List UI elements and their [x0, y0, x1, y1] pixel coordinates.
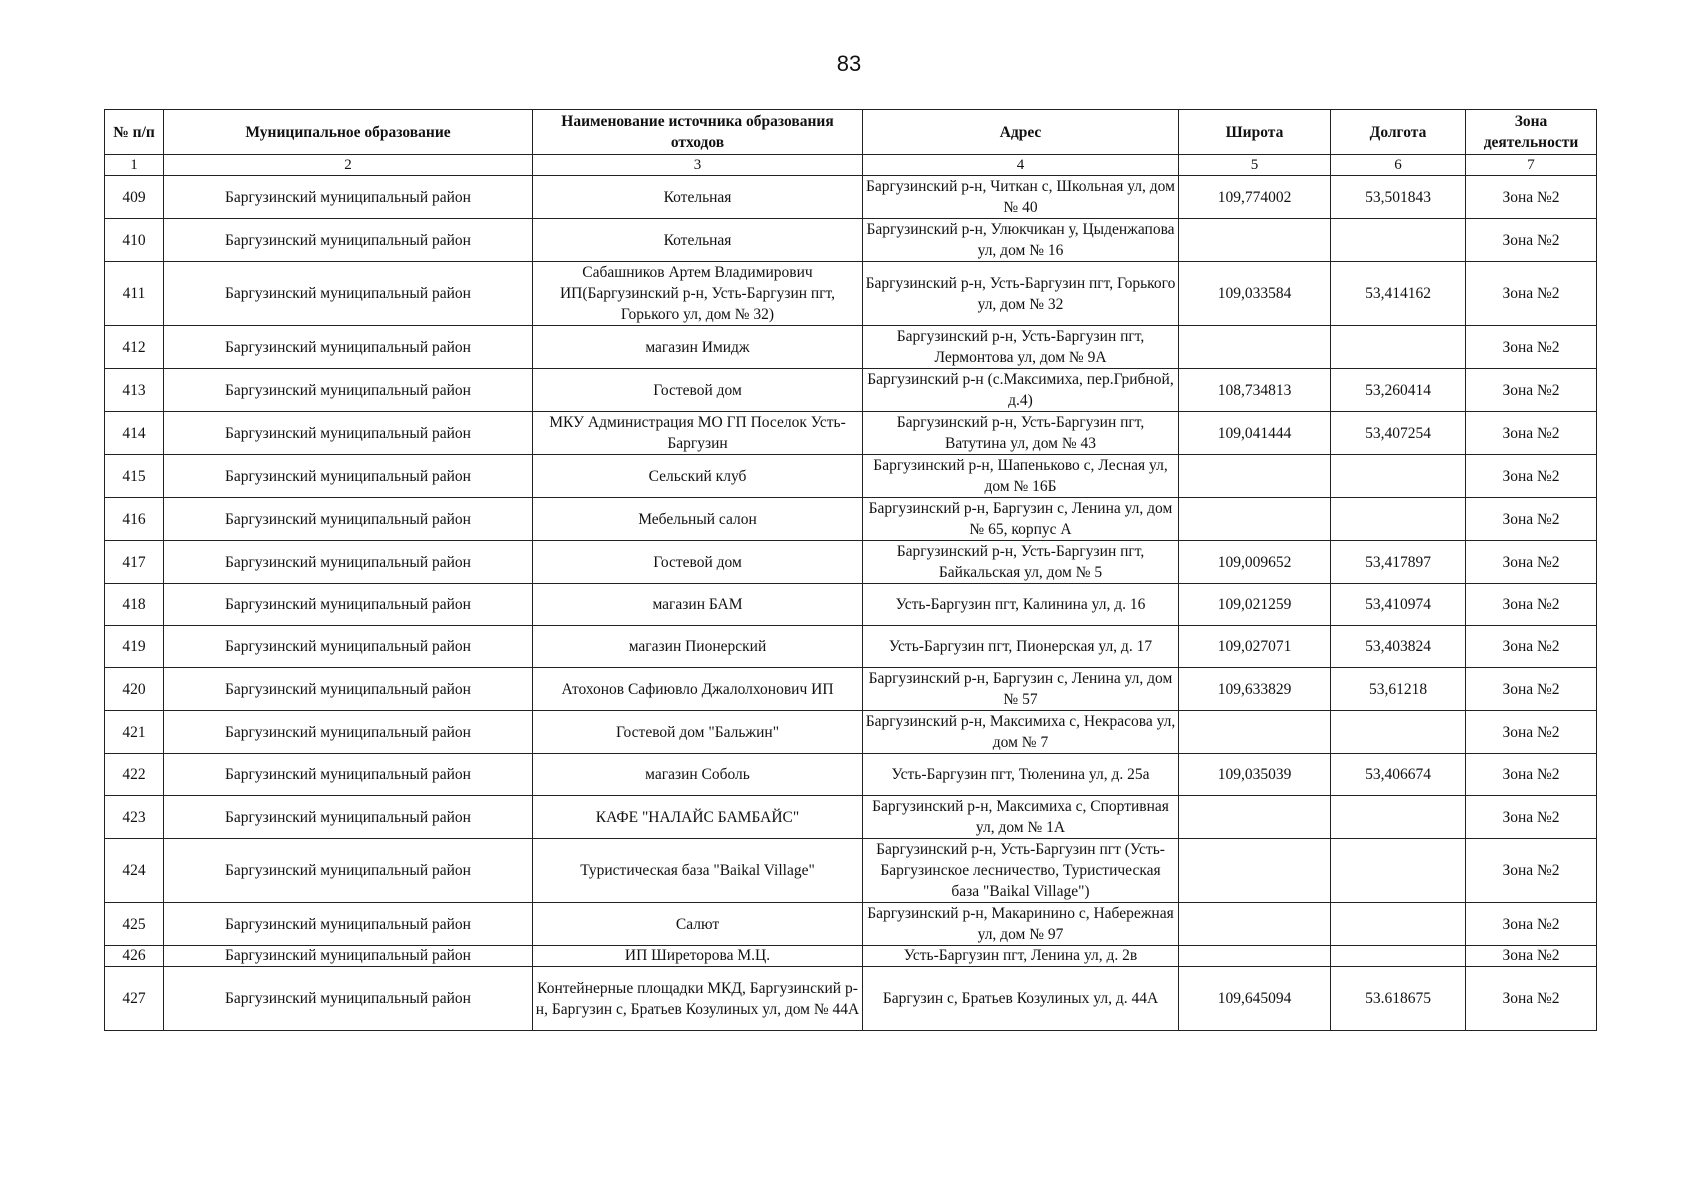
header-latitude: Широта — [1179, 110, 1331, 155]
cell-waste-source: Гостевой дом — [533, 369, 863, 412]
cell-longitude — [1331, 455, 1466, 498]
cell-municipality: Баргузинский муниципальный район — [164, 412, 533, 455]
cell-activity-zone: Зона №2 — [1466, 176, 1597, 219]
cell-waste-source: Котельная — [533, 219, 863, 262]
cell-municipality: Баргузинский муниципальный район — [164, 668, 533, 711]
cell-row-number: 427 — [105, 967, 164, 1031]
table-header-row — [105, 110, 1597, 155]
table-row — [105, 326, 1597, 369]
cell-latitude — [1179, 903, 1331, 946]
cell-row-number: 409 — [105, 176, 164, 219]
table-row — [105, 796, 1597, 839]
cell-waste-source: магазин Пионерский — [533, 626, 863, 668]
cell-latitude: 109,633829 — [1179, 668, 1331, 711]
cell-address: Баргузинский р-н, Усть-Баргузин пгт (Усть-Баргузинское лесничество, Туристическая база "Baikal Village") — [863, 839, 1179, 903]
table-row — [105, 455, 1597, 498]
cell-address: Баргузинский р-н, Усть-Баргузин пгт, Лермонтова ул, дом № 9А — [863, 326, 1179, 369]
table-row — [105, 839, 1597, 903]
cell-activity-zone: Зона №2 — [1466, 967, 1597, 1031]
cell-row-number: 412 — [105, 326, 164, 369]
cell-longitude — [1331, 946, 1466, 967]
cell-longitude: 53,501843 — [1331, 176, 1466, 219]
cell-waste-source: Контейнерные площадки МКД, Баргузинский р-н, Баргузин с, Братьев Козулиных ул, дом № 44А — [533, 967, 863, 1031]
cell-municipality: Баргузинский муниципальный район — [164, 584, 533, 626]
header-address: Адрес — [863, 110, 1179, 155]
cell-waste-source: Сельский клуб — [533, 455, 863, 498]
cell-latitude — [1179, 839, 1331, 903]
cell-waste-source: МКУ Администрация МО ГП Поселок Усть-Баргузин — [533, 412, 863, 455]
cell-longitude: 53,406674 — [1331, 754, 1466, 796]
cell-activity-zone: Зона №2 — [1466, 946, 1597, 967]
header-municipality: Муниципальное образование — [164, 110, 533, 155]
table-row — [105, 754, 1597, 796]
cell-latitude: 108,734813 — [1179, 369, 1331, 412]
cell-longitude — [1331, 498, 1466, 541]
cell-latitude — [1179, 219, 1331, 262]
cell-row-number: 426 — [105, 946, 164, 967]
cell-latitude — [1179, 455, 1331, 498]
page-number: 83 — [836, 51, 862, 76]
cell-row-number: 411 — [105, 262, 164, 326]
cell-address: Баргузинский р-н, Баргузин с, Ленина ул, дом № 57 — [863, 668, 1179, 711]
column-number: 3 — [533, 155, 863, 176]
cell-waste-source: Сабашников Артем Владимирович ИП(Баргузинский р-н, Усть-Баргузин пгт, Горького ул, дом № 32) — [533, 262, 863, 326]
cell-activity-zone: Зона №2 — [1466, 541, 1597, 584]
cell-longitude — [1331, 839, 1466, 903]
table-row — [105, 668, 1597, 711]
table-row — [105, 626, 1597, 668]
cell-address: Баргузинский р-н, Усть-Баргузин пгт, Горького ул, дом № 32 — [863, 262, 1179, 326]
table-row — [105, 711, 1597, 754]
column-number: 5 — [1179, 155, 1331, 176]
table-row — [105, 219, 1597, 262]
header-longitude: Долгота — [1331, 110, 1466, 155]
cell-activity-zone: Зона №2 — [1466, 498, 1597, 541]
cell-address: Баргузинский р-н, Максимиха с, Спортивная ул, дом № 1А — [863, 796, 1179, 839]
cell-longitude: 53,260414 — [1331, 369, 1466, 412]
cell-municipality: Баргузинский муниципальный район — [164, 796, 533, 839]
cell-latitude: 109,645094 — [1179, 967, 1331, 1031]
cell-municipality: Баргузинский муниципальный район — [164, 946, 533, 967]
cell-waste-source: КАФЕ "НАЛАЙС БАМБАЙС" — [533, 796, 863, 839]
cell-row-number: 410 — [105, 219, 164, 262]
table-row — [105, 946, 1597, 967]
cell-address: Усть-Баргузин пгт, Калинина ул, д. 16 — [863, 584, 1179, 626]
cell-row-number: 421 — [105, 711, 164, 754]
cell-waste-source: магазин Соболь — [533, 754, 863, 796]
cell-activity-zone: Зона №2 — [1466, 903, 1597, 946]
cell-municipality: Баргузинский муниципальный район — [164, 326, 533, 369]
cell-longitude: 53,61218 — [1331, 668, 1466, 711]
cell-longitude: 53,414162 — [1331, 262, 1466, 326]
cell-activity-zone: Зона №2 — [1466, 369, 1597, 412]
header-row-number: № п/п — [105, 110, 164, 155]
cell-row-number: 414 — [105, 412, 164, 455]
cell-waste-source: магазин БАМ — [533, 584, 863, 626]
table-row — [105, 903, 1597, 946]
cell-row-number: 415 — [105, 455, 164, 498]
cell-longitude — [1331, 903, 1466, 946]
cell-row-number: 425 — [105, 903, 164, 946]
cell-activity-zone: Зона №2 — [1466, 262, 1597, 326]
cell-municipality: Баргузинский муниципальный район — [164, 541, 533, 584]
cell-municipality: Баргузинский муниципальный район — [164, 711, 533, 754]
cell-address: Баргузинский р-н, Шапеньково с, Лесная ул, дом № 16Б — [863, 455, 1179, 498]
cell-activity-zone: Зона №2 — [1466, 668, 1597, 711]
cell-longitude: 53,403824 — [1331, 626, 1466, 668]
cell-waste-source: Туристическая база "Baikal Village" — [533, 839, 863, 903]
cell-latitude — [1179, 711, 1331, 754]
cell-latitude: 109,041444 — [1179, 412, 1331, 455]
cell-latitude: 109,009652 — [1179, 541, 1331, 584]
cell-municipality: Баргузинский муниципальный район — [164, 903, 533, 946]
cell-address: Усть-Баргузин пгт, Тюленина ул, д. 25а — [863, 754, 1179, 796]
table-row — [105, 967, 1597, 1031]
cell-activity-zone: Зона №2 — [1466, 455, 1597, 498]
cell-row-number: 420 — [105, 668, 164, 711]
cell-longitude — [1331, 326, 1466, 369]
cell-row-number: 424 — [105, 839, 164, 903]
table-row — [105, 584, 1597, 626]
cell-activity-zone: Зона №2 — [1466, 711, 1597, 754]
cell-activity-zone: Зона №2 — [1466, 584, 1597, 626]
cell-waste-source: магазин Имидж — [533, 326, 863, 369]
cell-address: Баргузинский р-н, Усть-Баргузин пгт, Байкальская ул, дом № 5 — [863, 541, 1179, 584]
cell-address: Баргузинский р-н, Улюкчикан у, Цыденжапова ул, дом № 16 — [863, 219, 1179, 262]
cell-activity-zone: Зона №2 — [1466, 796, 1597, 839]
cell-waste-source: Гостевой дом "Бальжин" — [533, 711, 863, 754]
cell-waste-source: Мебельный салон — [533, 498, 863, 541]
cell-address: Баргузинский р-н, Максимиха с, Некрасова ул, дом № 7 — [863, 711, 1179, 754]
column-number: 4 — [863, 155, 1179, 176]
cell-address: Баргузинский р-н, Читкан с, Школьная ул, дом № 40 — [863, 176, 1179, 219]
table-row — [105, 369, 1597, 412]
cell-longitude — [1331, 219, 1466, 262]
cell-waste-source: Салют — [533, 903, 863, 946]
cell-longitude — [1331, 711, 1466, 754]
cell-row-number: 423 — [105, 796, 164, 839]
cell-activity-zone: Зона №2 — [1466, 626, 1597, 668]
cell-latitude — [1179, 326, 1331, 369]
table-row — [105, 541, 1597, 584]
cell-municipality: Баргузинский муниципальный район — [164, 455, 533, 498]
cell-row-number: 422 — [105, 754, 164, 796]
cell-longitude: 53,407254 — [1331, 412, 1466, 455]
cell-activity-zone: Зона №2 — [1466, 754, 1597, 796]
cell-longitude: 53,410974 — [1331, 584, 1466, 626]
cell-latitude — [1179, 946, 1331, 967]
cell-waste-source: Котельная — [533, 176, 863, 219]
cell-municipality: Баргузинский муниципальный район — [164, 839, 533, 903]
cell-latitude: 109,035039 — [1179, 754, 1331, 796]
cell-latitude: 109,774002 — [1179, 176, 1331, 219]
cell-activity-zone: Зона №2 — [1466, 412, 1597, 455]
cell-waste-source: Гостевой дом — [533, 541, 863, 584]
cell-activity-zone: Зона №2 — [1466, 219, 1597, 262]
cell-municipality: Баргузинский муниципальный район — [164, 369, 533, 412]
column-number: 7 — [1466, 155, 1597, 176]
cell-municipality: Баргузинский муниципальный район — [164, 626, 533, 668]
cell-activity-zone: Зона №2 — [1466, 326, 1597, 369]
cell-row-number: 419 — [105, 626, 164, 668]
cell-longitude: 53,417897 — [1331, 541, 1466, 584]
table-row — [105, 176, 1597, 219]
column-number: 1 — [105, 155, 164, 176]
cell-longitude — [1331, 796, 1466, 839]
cell-row-number: 413 — [105, 369, 164, 412]
cell-latitude — [1179, 498, 1331, 541]
waste-sources-table — [104, 109, 1597, 1031]
cell-row-number: 416 — [105, 498, 164, 541]
cell-waste-source: ИП Ширеторова М.Ц. — [533, 946, 863, 967]
column-numbers-row — [105, 155, 1597, 176]
header-waste-source: Наименование источника образования отходов — [533, 110, 863, 155]
cell-latitude: 109,027071 — [1179, 626, 1331, 668]
cell-waste-source: Атохонов Сафиювло Джалолхонович ИП — [533, 668, 863, 711]
cell-row-number: 417 — [105, 541, 164, 584]
cell-latitude — [1179, 796, 1331, 839]
cell-municipality: Баргузинский муниципальный район — [164, 262, 533, 326]
header-activity-zone: Зона деятельности — [1466, 110, 1597, 155]
cell-address: Баргузин с, Братьев Козулиных ул, д. 44А — [863, 967, 1179, 1031]
table-row — [105, 412, 1597, 455]
table-row — [105, 262, 1597, 326]
cell-municipality: Баргузинский муниципальный район — [164, 754, 533, 796]
cell-municipality: Баргузинский муниципальный район — [164, 176, 533, 219]
cell-latitude: 109,021259 — [1179, 584, 1331, 626]
cell-address: Баргузинский р-н, Баргузин с, Ленина ул, дом № 65, корпус А — [863, 498, 1179, 541]
cell-address: Усть-Баргузин пгт, Пионерская ул, д. 17 — [863, 626, 1179, 668]
table-row — [105, 498, 1597, 541]
column-number: 2 — [164, 155, 533, 176]
cell-municipality: Баргузинский муниципальный район — [164, 219, 533, 262]
cell-row-number: 418 — [105, 584, 164, 626]
cell-address: Баргузинский р-н, Макаринино с, Набережная ул, дом № 97 — [863, 903, 1179, 946]
cell-address: Баргузинский р-н (с.Максимиха, пер.Грибной, д.4) — [863, 369, 1179, 412]
cell-address: Усть-Баргузин пгт, Ленина ул, д. 2в — [863, 946, 1179, 967]
cell-longitude: 53.618675 — [1331, 967, 1466, 1031]
cell-latitude: 109,033584 — [1179, 262, 1331, 326]
cell-activity-zone: Зона №2 — [1466, 839, 1597, 903]
cell-address: Баргузинский р-н, Усть-Баргузин пгт, Ватутина ул, дом № 43 — [863, 412, 1179, 455]
cell-municipality: Баргузинский муниципальный район — [164, 498, 533, 541]
cell-municipality: Баргузинский муниципальный район — [164, 967, 533, 1031]
column-number: 6 — [1331, 155, 1466, 176]
